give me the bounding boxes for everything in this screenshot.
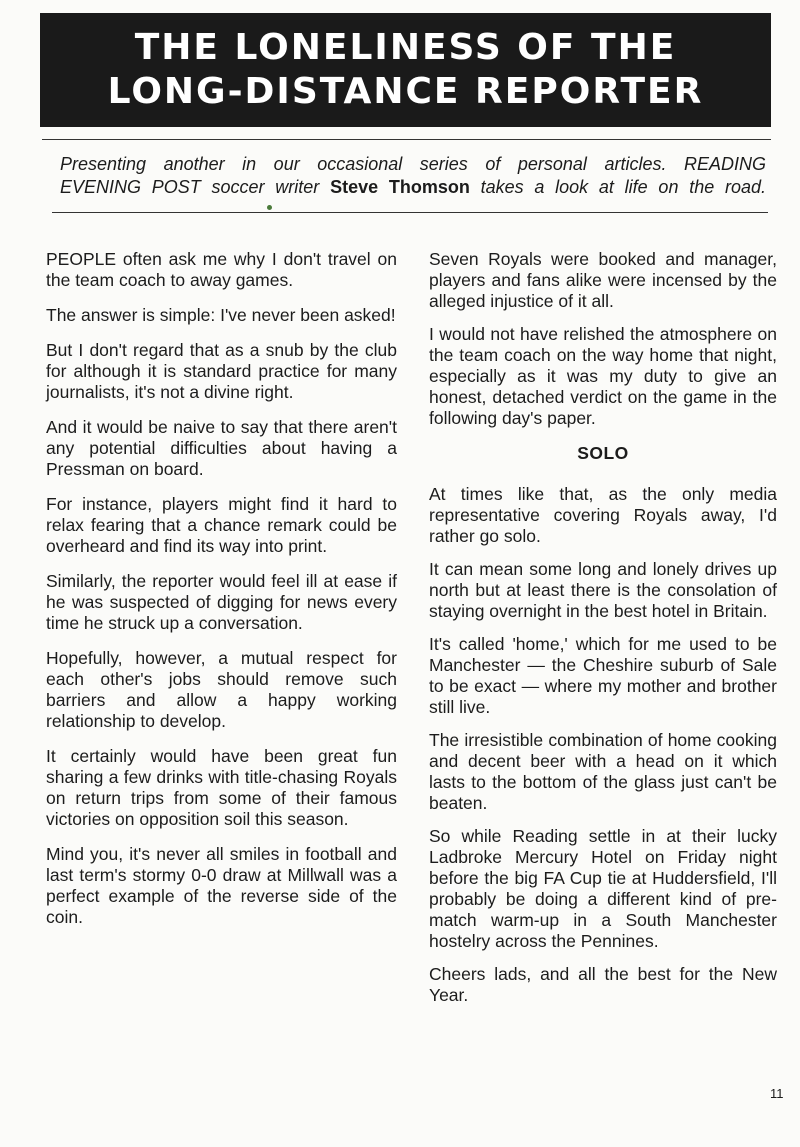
paragraph: It can mean some long and lonely drives up north but at least there is the consolation of staying overnight in the best hotel in Britain. <box>429 559 777 621</box>
paragraph: The answer is simple: I've never been asked! <box>46 305 396 325</box>
top-divider <box>42 139 771 140</box>
paragraph: PEOPLE often ask me why I don't travel on the team coach to away games. <box>46 249 397 290</box>
right-column <box>429 249 777 1018</box>
paragraph: For instance, players might find it hard to relax fearing that a chance remark could be overheard and find its way into print. <box>46 494 397 556</box>
intro-line-2-start: EVENING POST soccer writer <box>60 177 331 197</box>
page-number: 11 <box>770 1086 784 1101</box>
title-banner <box>40 13 771 127</box>
subheading: SOLO <box>577 443 629 463</box>
headline-line-1: THE LONELINESS OF THE <box>134 27 677 68</box>
paragraph: But I don't regard that as a snub by the club for although it is standard practice for many journalists, it's not a divine right. <box>46 340 397 402</box>
paragraph: At times like that, as the only media representative covering Royals away, I'd rather go solo. <box>429 484 777 546</box>
paragraph: It's called 'home,' which for me used to be Manchester — the Cheshire suburb of Sale to be exact — where my mother and brother still live. <box>429 634 777 717</box>
author-name: Steve Thomson <box>330 177 470 197</box>
headline-line-2: LONG-DISTANCE REPORTER <box>107 71 704 112</box>
intro-standfirst <box>60 153 766 199</box>
left-column <box>46 249 397 942</box>
paragraph: Hopefully, however, a mutual respect for each other's jobs should remove such barriers and allow a happy working relationship to develop. <box>46 648 397 731</box>
ornament-dot <box>267 205 272 210</box>
paragraph: And it would be naive to say that there aren't any potential difficulties about having a Pressman on board. <box>46 417 397 479</box>
paragraph: Cheers lads, and all the best for the New Year. <box>429 964 777 1005</box>
paragraph: So while Reading settle in at their lucky Ladbroke Mercury Hotel on Friday night before the big FA Cup tie at Huddersfield, I'll probably be doing a different kind of pre-match warm-up in a South Manchester hostelry across the Pennines. <box>429 826 777 951</box>
paragraph: Mind you, it's never all smiles in football and last term's stormy 0-0 draw at Millwall was a perfect example of the reverse side of the coin. <box>46 844 397 927</box>
paragraph: It certainly would have been great fun sharing a few drinks with title-chasing Royals on return trips from some of their famous victories on opposition soil this season. <box>46 746 397 829</box>
intro-line-2-end: takes a look at life on the road. <box>469 177 767 197</box>
paragraph: Similarly, the reporter would feel ill at ease if he was suspected of digging for news every time he struck up a conversation. <box>46 571 397 633</box>
intro-line-1: Presenting another in our occasional series of personal articles. READING <box>60 154 766 174</box>
intro-line-2 <box>60 176 766 199</box>
bottom-divider <box>52 212 768 213</box>
paragraph: The irresistible combination of home cooking and decent beer with a head on it which lasts to the bottom of the glass just can't be beaten. <box>429 730 777 813</box>
paragraph: I would not have relished the atmosphere on the team coach on the way home that night, especially as it was my duty to give an honest, detached verdict on the game in the following day's paper. <box>429 324 777 428</box>
paragraph: Seven Royals were booked and manager, players and fans alike were incensed by the alleged injustice of it all. <box>429 249 777 311</box>
